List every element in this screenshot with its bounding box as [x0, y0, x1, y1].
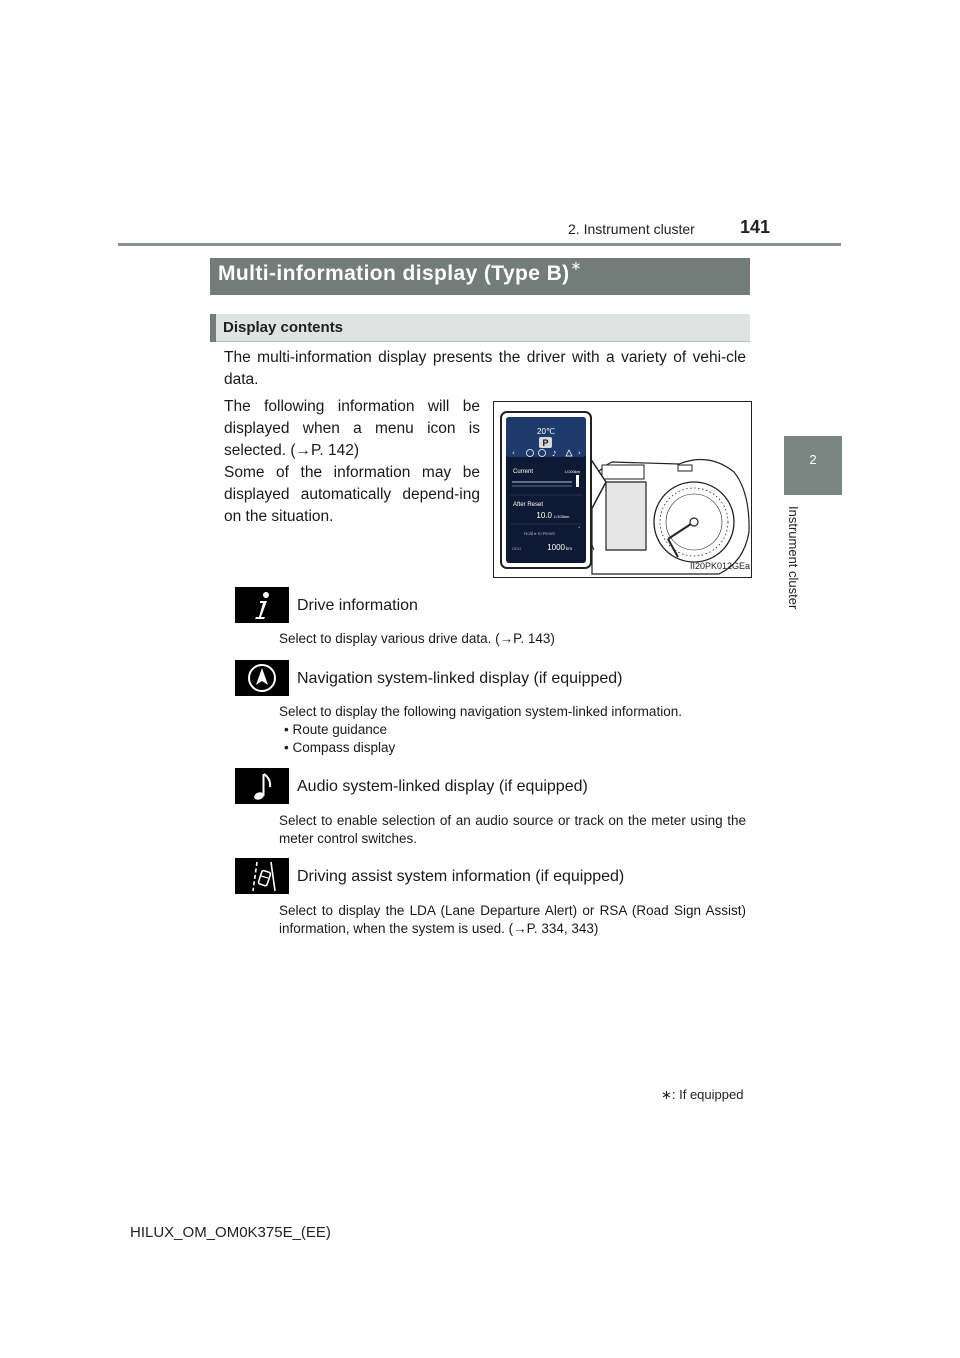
navigation-bullet-compass: • Compass display [284, 740, 396, 755]
driving-assist-title: Driving assist system information (if equipped) [297, 868, 625, 885]
screen-odo-unit: km [566, 546, 572, 551]
drive-information-desc: Select to display various drive data. (→P. 143) [279, 631, 555, 646]
navigation-display-title: Navigation system-linked display (if equipped) [297, 670, 623, 687]
drive-information-title: Drive information [297, 597, 418, 614]
svg-text:‹: ‹ [512, 449, 515, 457]
screen-current-label: Current [513, 469, 534, 475]
screen-after-reset-unit: L/100km [554, 514, 570, 519]
screen-after-reset-label: After Reset [513, 502, 544, 508]
screen-after-reset-value: 10.0 [536, 511, 552, 520]
screen-odo-label: ODO [512, 546, 522, 551]
audio-display-title: Audio system-linked display (if equipped) [297, 778, 588, 795]
figure-code: II20PK012GEa [690, 561, 751, 571]
if-equipped-mark: ∗ [570, 258, 582, 273]
subsection-accent [210, 314, 216, 342]
section-title-text: Multi-information display (Type B) [218, 262, 570, 285]
chapter-title: 2. Instrument cluster [568, 221, 695, 237]
footnote: ∗: If equipped [661, 1087, 744, 1102]
menu-info-line-1: The following information will be displayed when a menu icon is selected. (→P. 142) [224, 398, 480, 459]
chapter-tab-number: 2 [809, 452, 817, 467]
screen-current-unit: L/100km [564, 469, 580, 474]
chapter-tab-label-text: Instrument cluster [786, 506, 801, 610]
svg-text:›: › [578, 449, 581, 457]
driving-assist-icon [235, 858, 289, 894]
screen-odo-value: 1000 [547, 543, 565, 552]
section-title [218, 258, 582, 286]
music-note-icon [235, 768, 289, 804]
menu-info-line-2: Some of the information may be displayed automatically depend-ing on the situation. [224, 464, 480, 525]
info-i-icon [235, 587, 289, 623]
cluster-illustration [494, 402, 751, 577]
subsection-title: Display contents [223, 319, 344, 336]
chapter-tab-label [786, 506, 806, 621]
navigation-bullet-route: • Route guidance [284, 722, 388, 737]
instrument-cluster-figure [493, 401, 752, 578]
navigation-arrow-icon [235, 660, 289, 696]
screen-gear: P [542, 438, 549, 448]
screen-temp: 20℃ [537, 427, 555, 436]
page-number: 141 [740, 217, 771, 237]
driving-assist-desc: Select to display the LDA (Lane Departure Alert) or RSA (Road Sign Assist) information, when the system is used. (→P. 334, 343) [279, 903, 746, 936]
menu-info-paragraph [224, 396, 480, 528]
svg-text:♪: ♪ [552, 450, 557, 458]
document-code: HILUX_OM_OM0K375E_(EE) [130, 1224, 331, 1241]
screen-hold-text: Hold ▸ to Reset [524, 531, 555, 536]
svg-text:˅: ˅ [578, 527, 581, 533]
navigation-display-desc: Select to display the following navigation system-linked information. [279, 704, 682, 719]
audio-display-desc: Select to enable selection of an audio source or track on the meter using the meter control switches. [279, 813, 746, 846]
header-divider [118, 243, 841, 246]
intro-paragraph: The multi-information display presents the driver with a variety of vehi-cle data. [224, 349, 746, 388]
